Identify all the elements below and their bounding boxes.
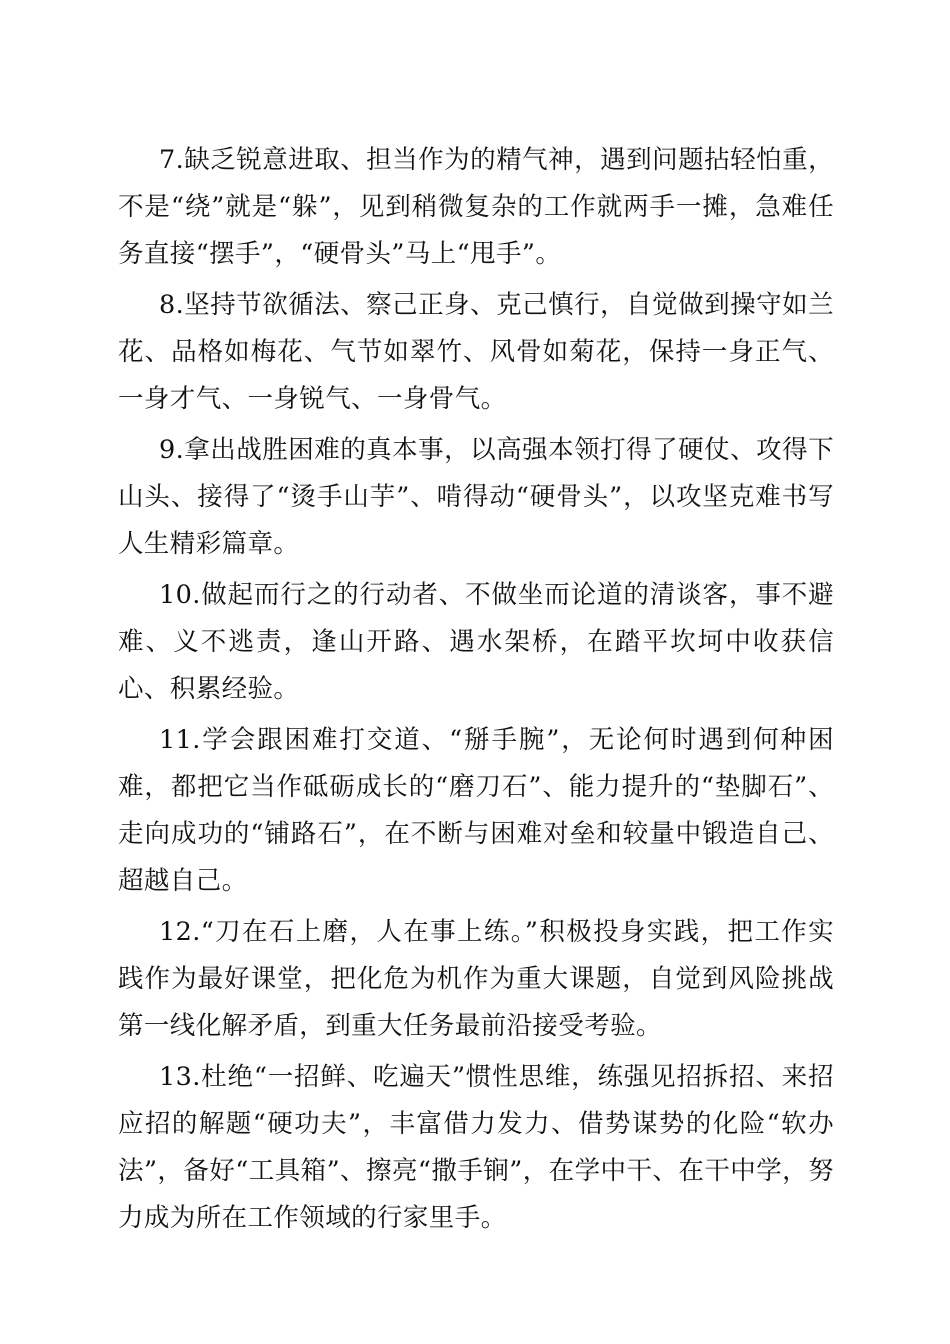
paragraph-13: 13.杜绝“一招鲜、吃遍天”惯性思维，练强见招拆招、来招应招的解题“硬功夫”，丰富借力发力、借势谋势的化险“软办法”，备好“工具箱”、擦亮“撒手锏”，在学中干、在干中学，努力成为所在工作领域的行家里手。	[118, 1062, 834, 1233]
paragraph-10: 10.做起而行之的行动者、不做坐而论道的清谈客，事不避难、义不逃责，逢山开路、遇水架桥，在踏平坎坷中收获信心、积累经验。	[118, 580, 834, 704]
paragraph-7: 7.缺乏锐意进取、担当作为的精气神，遇到问题拈轻怕重，不是“绕”就是“躲”，见到稍微复杂的工作就两手一摊，急难任务直接“摆手”，“硬骨头”马上“甩手”。	[118, 145, 834, 269]
paragraph-12: 12.“刀在石上磨，人在事上练。”积极投身实践，把工作实践作为最好课堂，把化危为机作为重大课题，自觉到风险挑战第一线化解矛盾，到重大任务最前沿接受考验。	[118, 917, 834, 1041]
paragraph-9: 9.拿出战胜困难的真本事，以高强本领打得了硬仗、攻得下山头、接得了“烫手山芋”、啃得动“硬骨头”，以攻坚克难书写人生精彩篇章。	[118, 435, 834, 559]
paragraph-8: 8.坚持节欲循法、察己正身、克己慎行，自觉做到操守如兰花、品格如梅花、气节如翠竹、风骨如菊花，保持一身正气、一身才气、一身锐气、一身骨气。	[118, 290, 834, 414]
paragraph-11: 11.学会跟困难打交道、“掰手腕”，无论何时遇到何种困难，都把它当作砥砺成长的“磨刀石”、能力提升的“垫脚石”、走向成功的“铺路石”，在不断与困难对垒和较量中锻造自己、超越自己。	[118, 725, 834, 896]
document-body	[118, 137, 834, 1246]
